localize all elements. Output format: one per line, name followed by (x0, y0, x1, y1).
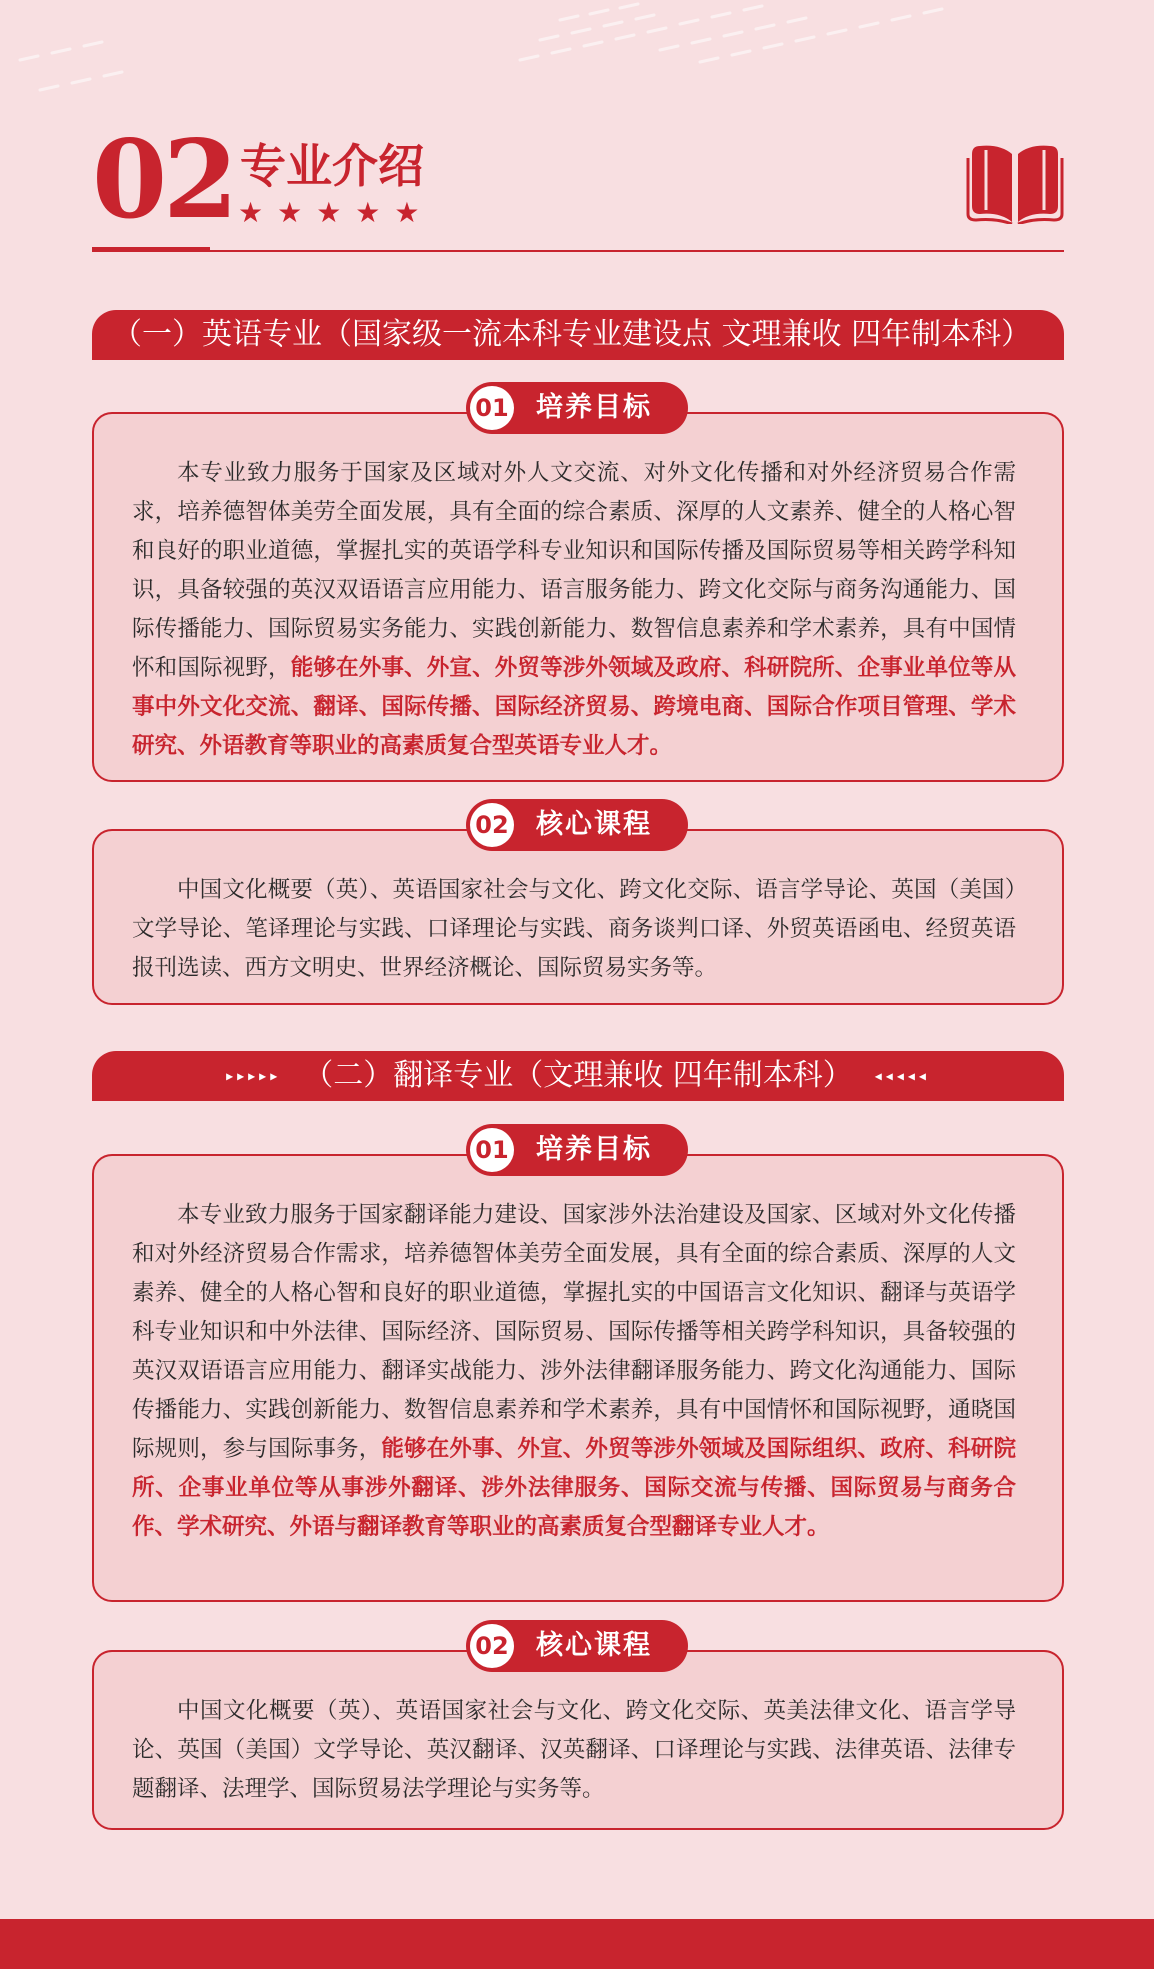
section-number: 02 (92, 117, 235, 243)
section-card-translation-goals (92, 1134, 1064, 1602)
section-card-translation-courses (92, 1630, 1064, 1830)
body-text: 中国文化概要（英）、英语国家社会与文化、跨文化交际、语言学导论、英国（美国）文学导论、笔译理论与实践、口译理论与实践、商务谈判口译、外贸英语函电、经贸英语报刊选读、西方文明史、世界经济概论、国际贸易实务等。 (132, 877, 1016, 981)
program-banner-english (92, 310, 1064, 360)
section-body-text (132, 871, 1016, 988)
section-pill-label: 培养目标 (536, 392, 652, 423)
section-pill (466, 1124, 688, 1176)
body-text: 本专业致力服务于国家及区域对外人文交流、对外文化传播和对外经济贸易合作需求，培养德智体美劳全面发展，具有全面的综合素质、深厚的人文素养、健全的人格心智和良好的职业道德，掌握扎实的英语学科专业知识和国际传播及国际贸易等相关跨学科知识，具备较强的英汉双语语言应用能力、语言服务能力、跨文化交际与商务沟通能力、国际传播能力、国际贸易实务能力、实践创新能力、数智信息素养和学术素养，具有中国情怀和国际视野， (132, 460, 1016, 681)
section-card-english-goals (92, 392, 1064, 782)
section-pill-number: 02 (470, 1624, 514, 1668)
program-banner-title: （二）翻译专业（文理兼收 四年制本科） (303, 1058, 853, 1093)
section-body-text (132, 1196, 1016, 1547)
left-arrows-icon: ◂◂◂◂◂ (874, 1068, 930, 1085)
highlight-text: 能够在外事、外宣、外贸等涉外领域及国际组织、政府、科研院所、企事业单位等从事涉外翻译、涉外法律服务、国际交流与传播、国际贸易与商务合作、学术研究、外语与翻译教育等职业的高素质复合型翻译专业人才。 (132, 1436, 1016, 1540)
body-text: 本专业致力服务于国家翻译能力建设、国家涉外法治建设及国家、区域对外文化传播和对外经济贸易合作需求，培养德智体美劳全面发展，具有全面的综合素质、深厚的人文素养、健全的人格心智和良好的职业道德，掌握扎实的中国语言文化知识、翻译与英语学科专业知识和中外法律、国际经济、国际贸易、国际传播等相关跨学科知识，具备较强的英汉双语语言应用能力、翻译实战能力、涉外法律翻译服务能力、跨文化沟通能力、国际传播能力、实践创新能力、数智信息素养和学术素养，具有中国情怀和国际视野，通晓国际规则，参与国际事务， (132, 1202, 1016, 1462)
section-pill (466, 1620, 688, 1672)
section-body-text (132, 454, 1016, 766)
section-pill-label: 培养目标 (536, 1134, 652, 1165)
rating-stars: ★★★★★ (238, 196, 434, 229)
section-pill (466, 382, 688, 434)
section-card-english-courses (92, 809, 1064, 1005)
highlight-text: 能够在外事、外宣、外贸等涉外领域及政府、科研院所、企事业单位等从事中外文化交流、翻译、国际传播、国际经济贸易、跨境电商、国际合作项目管理、学术研究、外语教育等职业的高素质复合型英语专业人才。 (132, 655, 1016, 759)
section-pill (466, 799, 688, 851)
program-banner-translation (92, 1051, 1064, 1101)
page-header (92, 117, 1064, 255)
header-divider-accent (92, 247, 210, 252)
section-pill-number: 01 (470, 1128, 514, 1172)
section-pill-number: 02 (470, 803, 514, 847)
section-pill-label: 核心课程 (536, 1630, 652, 1661)
open-book-icon (966, 140, 1064, 224)
program-banner-title: （一）英语专业（国家级一流本科专业建设点 文理兼收 四年制本科） (112, 317, 1032, 352)
body-text: 中国文化概要（英）、英语国家社会与文化、跨文化交际、英美法律文化、语言学导论、英国（美国）文学导论、英汉翻译、汉英翻译、口译理论与实践、法律英语、法律专题翻译、法理学、国际贸易法学理论与实务等。 (132, 1698, 1016, 1802)
right-arrows-icon: ▸▸▸▸▸ (226, 1068, 282, 1085)
page-title: 专业介绍 (240, 139, 424, 193)
footer-bar (0, 1919, 1154, 1969)
section-pill-label: 核心课程 (536, 809, 652, 840)
header-divider (92, 250, 1064, 252)
section-pill-number: 01 (470, 386, 514, 430)
section-body-text (132, 1692, 1016, 1809)
